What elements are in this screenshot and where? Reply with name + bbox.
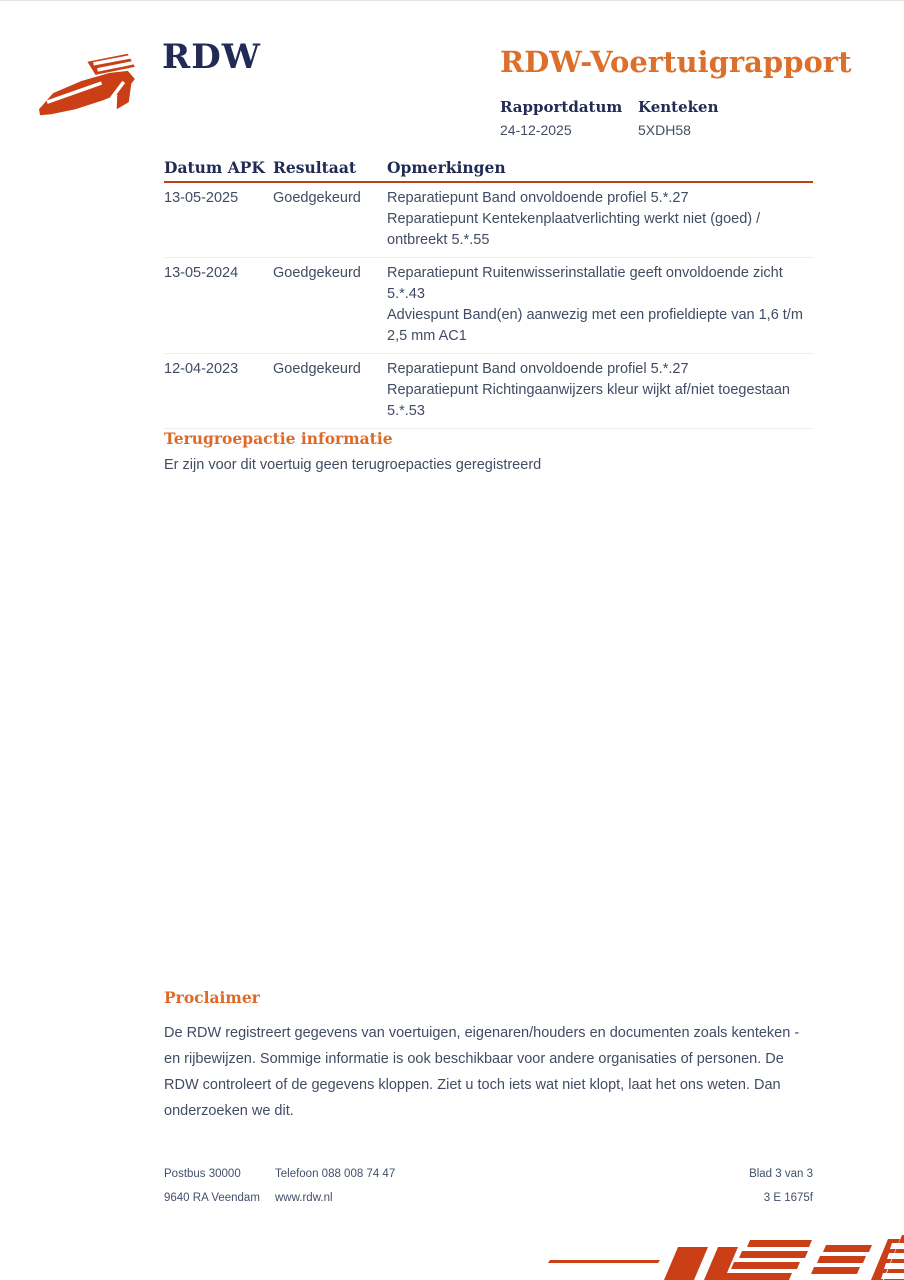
footer-city: 9640 RA Veendam (164, 1192, 260, 1204)
footer-address-column (164, 1167, 275, 1205)
cell-datum: 12-04-2023 (164, 361, 239, 377)
opmerking-item: Reparatiepunt Band onvoldoende profiel 5.*.27 (387, 361, 689, 377)
footer-document-code: 3 E 1675f (763, 1192, 813, 1204)
report-date-value: 24-12-2025 (500, 122, 572, 138)
column-header-resultaat: Resultaat (273, 158, 357, 177)
footer-page-column (749, 1167, 813, 1205)
cell-opmerkingen (387, 188, 813, 251)
recall-section-heading: Terugroepactie informatie (164, 429, 393, 448)
recall-section-body: Er zijn voor dit voertuig geen terugroepacties geregistreerd (164, 457, 542, 473)
license-plate-field (638, 98, 718, 138)
cell-datum: 13-05-2024 (164, 265, 239, 281)
opmerking-item: Reparatiepunt Ruitenwisserinstallatie geeft onvoldoende zicht 5.*.43 (387, 265, 783, 302)
rdw-logo-text: RDW (162, 37, 261, 77)
footer-page-number: Blad 3 van 3 (749, 1168, 813, 1180)
cell-opmerkingen (387, 359, 813, 422)
report-date-field (500, 98, 638, 138)
table-header-row (164, 160, 813, 183)
opmerking-item: Reparatiepunt Kentekenplaatverlichting werkt niet (goed) / ontbreekt 5.*.55 (387, 211, 761, 248)
cell-resultaat: Goedgekeurd (273, 190, 361, 206)
recall-info-section (164, 430, 814, 476)
cell-resultaat: Goedgekeurd (273, 361, 361, 377)
report-meta (500, 98, 718, 138)
opmerking-item: Reparatiepunt Band onvoldoende profiel 5.*.27 (387, 190, 689, 206)
footer-postbus: Postbus 30000 (164, 1168, 241, 1180)
footer-phone: Telefoon 088 008 74 47 (275, 1168, 396, 1180)
column-header-opmerkingen: Opmerkingen (387, 158, 506, 177)
opmerking-item: Reparatiepunt Richtingaanwijzers kleur wijkt af/niet toegestaan 5.*.53 (387, 382, 790, 419)
proclaimer-heading: Proclaimer (164, 988, 260, 1007)
table-row (164, 258, 813, 354)
page-footer (164, 1167, 813, 1205)
proclaimer-body: De RDW registreert gegevens van voertuigen, eigenaren/houders en documenten zoals kenteken - en rijbewijzen. Sommige informatie is ook beschikbaar voor andere organisaties of personen. De RDW controleert of de gegevens kloppen. Ziet u toch iets wat niet klopt, laat het ons weten. Dan onderzoeken we dit. (164, 1025, 800, 1119)
cell-datum: 13-05-2025 (164, 190, 239, 206)
cell-resultaat: Goedgekeurd (273, 265, 361, 281)
license-plate-label: Kenteken (638, 98, 719, 116)
rdw-feather-logo-icon (37, 51, 153, 119)
column-header-datum-apk: Datum APK (164, 158, 265, 177)
footer-contact-column (275, 1167, 749, 1205)
license-plate-value: 5XDH58 (638, 122, 691, 138)
cell-opmerkingen (387, 263, 813, 347)
page-title: RDW-Voertuigrapport (500, 45, 852, 79)
table-row (164, 183, 813, 258)
apk-history-table (164, 160, 813, 429)
rdw-speedlines-graphic (520, 1235, 904, 1280)
table-row (164, 354, 813, 429)
report-date-label: Rapportdatum (500, 98, 623, 116)
footer-website: www.rdw.nl (275, 1192, 333, 1204)
proclaimer-section (164, 989, 814, 1124)
opmerking-item: Adviespunt Band(en) aanwezig met een profieldiepte van 1,6 t/m 2,5 mm AC1 (387, 307, 803, 344)
